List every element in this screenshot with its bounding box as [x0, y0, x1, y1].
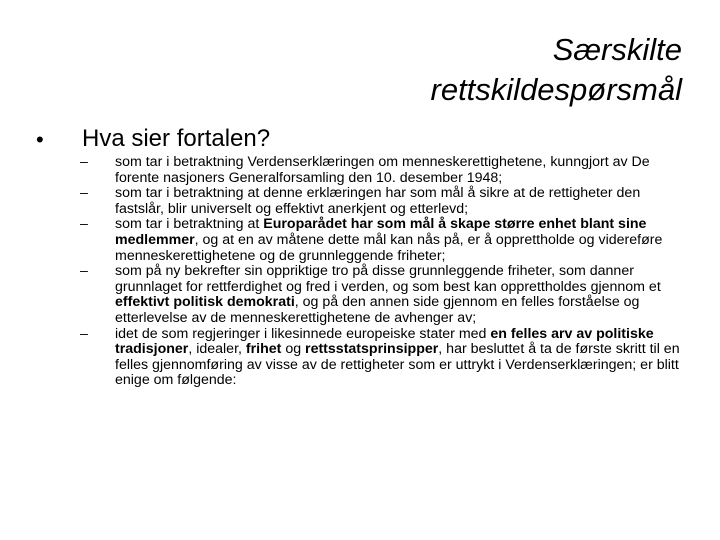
- text-segment: idet de som regjeringer i likesinnede europeiske stater med: [115, 325, 491, 342]
- preamble-item-text: [115, 326, 680, 389]
- preamble-item: [80, 186, 686, 217]
- dash-bullet-icon: –: [80, 263, 88, 280]
- text-segment: som på ny bekrefter sin oppriktige tro på disse grunnleggende friheter, som danner grunnlaget for rettferdighet og fred i verden, og som best kan opprettholdes gjennom et: [115, 263, 661, 295]
- preamble-item: [80, 327, 686, 389]
- bullet-dot-icon: •: [36, 127, 44, 152]
- emphasis-text: frihet: [245, 341, 282, 358]
- emphasis-text: effektivt politisk demokrati: [115, 294, 295, 311]
- dash-bullet-icon: –: [80, 185, 88, 202]
- slide-title: [162, 30, 682, 110]
- dash-bullet-icon: –: [80, 154, 88, 170]
- text-segment: , og på den annen side gjennom en felles forståelse og etterlevelse av de menneskerettighetene de avhenger av;: [115, 294, 640, 326]
- preamble-item: [80, 264, 686, 326]
- preamble-item: [80, 155, 686, 186]
- dash-bullet-icon: –: [80, 325, 88, 342]
- text-segment: som tar i betraktning Verdenserklæringen om menneskerettighetene, kunngjort av De forente nasjoners Generalforsamling den 10. desember 1948;: [115, 154, 650, 186]
- dash-bullet-icon: –: [80, 216, 88, 233]
- preamble-item-text: [115, 263, 661, 326]
- text-segment: , har besluttet å ta de første skritt til en felles gjennomføring av visse av de rettigheter som er uttrykt i Verdenserklæringen; er blitt enige om følgende:: [115, 341, 680, 389]
- preamble-list: [80, 155, 686, 389]
- emphasis-text: en felles arv av politiske tradisjoner: [115, 325, 654, 358]
- emphasis-text: rettsstatsprinsipper: [305, 341, 439, 358]
- preamble-item-text: [115, 216, 662, 263]
- text-segment: som tar i betraktning at: [115, 216, 264, 233]
- main-bullet-text: Hva sier fortalen?: [82, 125, 271, 152]
- text-segment: og: [281, 341, 306, 358]
- preamble-item-text: [115, 154, 650, 186]
- text-segment: , og at en av måtene dette mål kan nås på, er å opprettholde og videreføre menneskerettighetene og de grunnleggende friheter;: [115, 231, 663, 264]
- text-segment: som tar i betraktning at denne erklæringen har som mål å sikre at de rettigheter den fastslår, blir universelt og effektivt anerkjent og etterlevd;: [115, 185, 641, 217]
- preamble-item-text: [115, 185, 640, 217]
- main-bullet: [36, 124, 684, 156]
- slide-title-line-2: rettskildespørsmål: [430, 72, 682, 107]
- emphasis-text: Europarådet har som mål å skape større enhet blant sine medlemmer: [115, 216, 647, 248]
- text-segment: , idealer,: [188, 341, 246, 358]
- preamble-item: [80, 217, 686, 264]
- slide-title-line-1: Særskilte: [552, 32, 682, 67]
